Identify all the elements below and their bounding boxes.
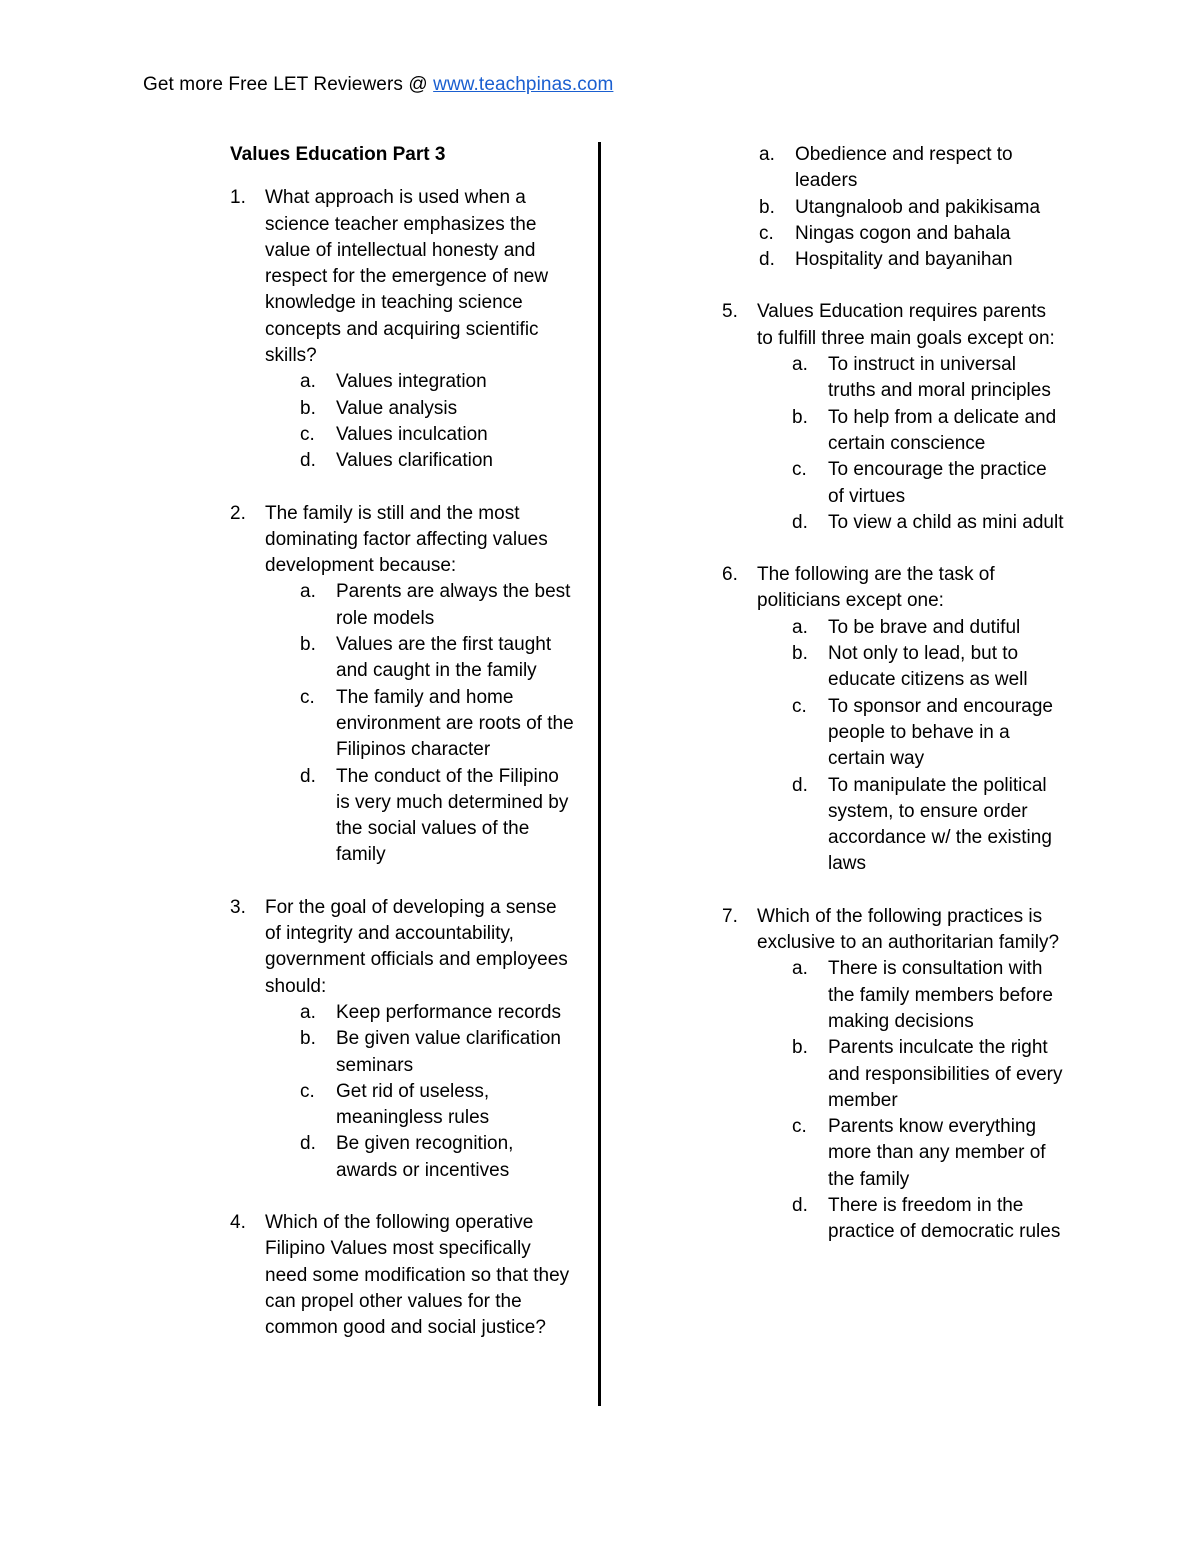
left-column (230, 142, 575, 1367)
question-number: 1. (230, 187, 246, 209)
options-list (722, 352, 1067, 536)
option-text: To view a child as mini adult (828, 511, 1064, 533)
option-text: Parents are always the best role models (336, 581, 571, 629)
options-list (230, 1000, 575, 1184)
question-text: For the goal of developing a sense of integrity and accountability, government officials and employees should: (265, 896, 568, 997)
option-text: Parents inculcate the right and responsibilities of every member (828, 1037, 1063, 1111)
option-b (230, 632, 575, 685)
option-b (687, 195, 1067, 221)
option-text: Keep performance records (336, 1001, 561, 1023)
header-text: Get more Free LET Reviewers @ (143, 74, 434, 95)
option-letter: c. (300, 1080, 315, 1102)
option-text: Values clarification (336, 450, 494, 472)
option-letter: d. (792, 511, 808, 533)
right-column (722, 142, 1067, 1272)
option-a (722, 352, 1067, 405)
option-a (722, 956, 1067, 1035)
option-letter: b. (759, 196, 775, 218)
option-letter: b. (792, 643, 808, 665)
option-text: To help from a delicate and certain conscience (828, 406, 1057, 454)
option-c (722, 694, 1067, 773)
question-text: Values Education requires parents to fulfill three main goals except on: (757, 301, 1055, 349)
option-text: There is freedom in the practice of democratic rules (828, 1194, 1061, 1243)
option-c (722, 1114, 1067, 1193)
option-letter: a. (300, 371, 316, 393)
option-letter: d. (300, 765, 316, 787)
question-number: 4. (230, 1211, 246, 1233)
option-letter: d. (792, 774, 808, 796)
option-text: Parents know everything more than any member of the family (828, 1116, 1046, 1190)
option-text: To instruct in universal truths and moral principles (828, 354, 1051, 402)
question-number: 6. (722, 564, 738, 586)
option-text: The family and home environment are roots of the Filipinos character (336, 686, 574, 761)
option-b (230, 1026, 575, 1079)
option-letter: c. (300, 686, 315, 708)
option-c (230, 422, 575, 448)
options-list (722, 615, 1067, 878)
document-title: Values Education Part 3 (230, 144, 446, 165)
option-d (722, 773, 1067, 878)
option-letter: b. (792, 406, 808, 428)
option-a (230, 579, 575, 632)
option-letter: a. (792, 958, 808, 980)
option-text: Not only to lead, but to educate citizens as well (828, 643, 1028, 691)
option-letter: c. (792, 695, 807, 717)
option-letter: b. (300, 634, 316, 656)
option-letter: d. (792, 1194, 808, 1216)
option-c (722, 457, 1067, 510)
option-text: Utangnaloob and pakikisama (795, 196, 1041, 218)
option-c (230, 685, 575, 764)
option-text: To encourage the practice of virtues (828, 459, 1047, 507)
question-7 (722, 904, 1067, 1246)
option-a (230, 1000, 575, 1026)
question-text: The following are the task of politicians except one: (757, 564, 995, 612)
option-letter: c. (300, 423, 315, 445)
option-text: Values inculcation (336, 423, 488, 445)
options-list (687, 142, 1067, 273)
option-c (230, 1079, 575, 1132)
option-letter: c. (792, 1116, 807, 1138)
option-letter: d. (300, 1133, 316, 1155)
option-text: Get rid of useless, meaningless rules (336, 1080, 490, 1129)
option-d (230, 448, 575, 474)
option-text: Hospitality and bayanihan (795, 249, 1013, 271)
teachpinas-link[interactable]: www.teachpinas.com (433, 74, 614, 95)
question-5 (722, 299, 1067, 536)
option-a (230, 369, 575, 395)
options-list (722, 956, 1067, 1245)
question-6 (722, 562, 1067, 878)
option-text: To manipulate the political system, to ensure order accordance w/ the existing laws (828, 774, 1052, 875)
question-2 (230, 501, 575, 869)
option-text: To be brave and dutiful (828, 616, 1021, 638)
option-d (722, 1193, 1067, 1246)
option-text: There is consultation with the family members before making decisions (828, 958, 1053, 1032)
option-d (230, 1131, 575, 1184)
option-text: Obedience and respect to leaders (795, 144, 1013, 192)
option-text: To sponsor and encourage people to behave in a certain way (828, 695, 1053, 770)
options-list (230, 369, 575, 474)
option-text: Values are the first taught and caught in the family (336, 634, 552, 682)
option-letter: a. (792, 616, 808, 638)
option-text: The conduct of the Filipino is very much determined by the social values of the family (336, 765, 569, 866)
question-text: What approach is used when a science teacher emphasizes the value of intellectual honesty and respect for the emergence of new knowledge in teaching science concepts and acquiring scientific skills? (265, 187, 549, 367)
option-d (230, 764, 575, 869)
column-divider (598, 142, 601, 1406)
option-b (722, 1035, 1067, 1114)
option-letter: b. (792, 1037, 808, 1059)
option-letter: c. (759, 222, 774, 244)
question-text: Which of the following operative Filipino Values most specifically need some modification so that they can propel other values for the common good and social justice? (265, 1211, 570, 1339)
option-letter: d. (300, 450, 316, 472)
option-a (722, 615, 1067, 641)
question-number: 3. (230, 896, 246, 918)
question-4-options (722, 142, 1067, 273)
options-list (230, 579, 575, 868)
option-text: Ningas cogon and bahala (795, 222, 1011, 244)
option-text: Value analysis (336, 397, 458, 419)
option-letter: c. (792, 459, 807, 481)
option-letter: a. (300, 581, 316, 603)
option-text: Be given value clarification seminars (336, 1028, 561, 1076)
option-b (722, 641, 1067, 694)
option-b (722, 405, 1067, 458)
question-1 (230, 185, 575, 474)
page-header (143, 74, 613, 96)
question-text: The family is still and the most dominating factor affecting values development because: (265, 502, 548, 577)
question-text: Which of the following practices is exclusive to an authoritarian family? (757, 905, 1060, 954)
option-d (722, 510, 1067, 536)
option-letter: b. (300, 397, 316, 419)
question-number: 7. (722, 905, 738, 927)
option-letter: a. (759, 144, 775, 165)
option-a (687, 142, 1067, 195)
option-c (687, 221, 1067, 247)
option-letter: a. (792, 354, 808, 376)
option-b (230, 396, 575, 422)
option-text: Values integration (336, 371, 487, 393)
question-4 (230, 1210, 575, 1341)
option-d (687, 247, 1067, 273)
question-number: 2. (230, 502, 246, 524)
option-letter: d. (759, 249, 775, 271)
question-number: 5. (722, 301, 738, 323)
option-letter: a. (300, 1001, 316, 1023)
option-letter: b. (300, 1028, 316, 1050)
question-3 (230, 895, 575, 1184)
option-text: Be given recognition, awards or incentives (336, 1133, 514, 1181)
